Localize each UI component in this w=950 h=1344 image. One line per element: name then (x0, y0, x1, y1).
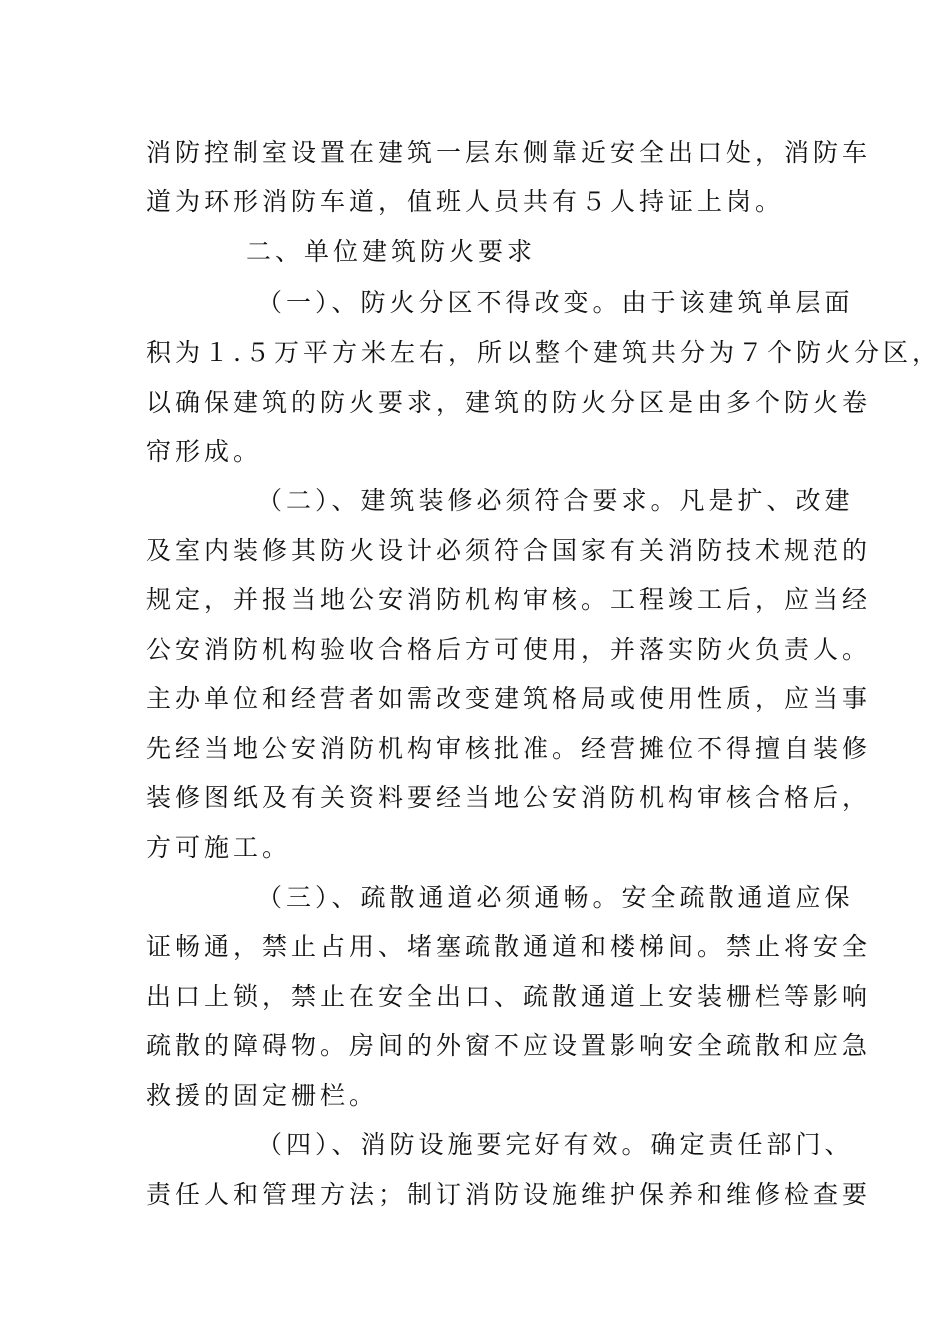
paragraph-line: （一）、防火分区不得改变。由于该建筑单层面 (257, 288, 854, 317)
paragraph-line: 及室内装修其防火设计必须符合国家有关消防技术规范的 (146, 536, 872, 565)
paragraph-line: 帘形成。 (146, 437, 263, 466)
paragraph-line: 救援的固定栅栏。 (146, 1081, 379, 1110)
paragraph-line: 出口上锁，禁止在安全出口、疏散通道上安装栅栏等影响 (146, 982, 872, 1011)
paragraph-line: 疏散的障碍物。房间的外窗不应设置影响安全疏散和应急 (146, 1031, 872, 1060)
paragraph-line: （二）、建筑装修必须符合要求。凡是扩、改建 (257, 486, 854, 515)
paragraph-line: 消防控制室设置在建筑一层东侧靠近安全出口处，消防车 (146, 138, 872, 167)
paragraph-line: 证畅通，禁止占用、堵塞疏散通道和楼梯间。禁止将安全 (146, 932, 872, 961)
paragraph-line: 装修图纸及有关资料要经当地公安消防机构审核合格后， (146, 783, 872, 812)
paragraph-line: 以确保建筑的防火要求，建筑的防火分区是由多个防火卷 (146, 388, 872, 417)
paragraph-line: 责任人和管理方法；制订消防设施维护保养和维修检查要 (146, 1180, 872, 1209)
paragraph-line: 道为环形消防车道，值班人员共有５人持证上岗。 (146, 187, 785, 216)
paragraph-line: 方可施工。 (146, 833, 292, 862)
paragraph-line: 主办单位和经营者如需改变建筑格局或使用性质，应当事 (146, 684, 872, 713)
paragraph-line: 先经当地公安消防机构审核批准。经营摊位不得擅自装修 (146, 734, 872, 763)
paragraph-line: （四）、消防设施要完好有效。确定责任部门、 (257, 1130, 854, 1159)
section-heading: 二、单位建筑防火要求 (246, 237, 537, 266)
paragraph-line: 公安消防机构验收合格后方可使用，并落实防火负责人。 (146, 635, 872, 664)
paragraph-line: 规定，并报当地公安消防机构审核。工程竣工后，应当经 (146, 585, 872, 614)
paragraph-line: （三）、疏散通道必须通畅。安全疏散通道应保 (257, 883, 854, 912)
paragraph-line: 积为１.５万平方米左右，所以整个建筑共分为７个防火分区， (146, 338, 941, 367)
